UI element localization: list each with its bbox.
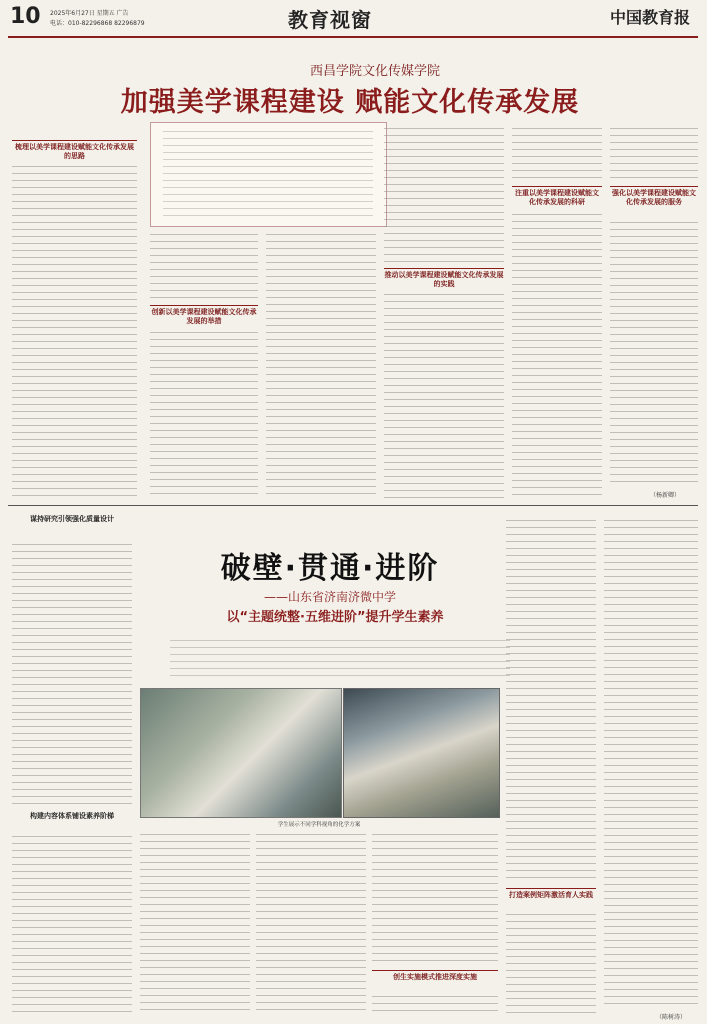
article-divider [8, 505, 698, 506]
article1-text-col2 [150, 234, 258, 298]
article1-text-col6 [610, 222, 698, 488]
article2-text-col6 [604, 520, 698, 1010]
article1-quote-box [150, 122, 387, 227]
article2-photo-2 [343, 688, 500, 818]
article2-deck-1: ——山东省济南济微中学 [263, 590, 396, 604]
article2-subhead-3: 创生实施模式推进深度实施 [372, 970, 498, 982]
article1-headline: 加强美学课程建设 赋能文化传承发展 [120, 87, 580, 118]
article1-subhead-5: 强化以美学课程建设赋能文化传承发展的服务 [610, 186, 698, 207]
article1-text-col5 [512, 214, 602, 498]
article1-text-col3 [266, 234, 376, 498]
article2-text-col4a [372, 834, 498, 962]
article2-text-col5b [506, 914, 596, 1016]
article1-subhead-3: 推动以美学课程建设赋能文化传承发展的实践 [384, 268, 504, 289]
article1-kicker: 西昌学院文化传媒学院 [309, 64, 440, 79]
article2-text-col1b [12, 836, 132, 1016]
article1-byline: （杨新卿） [650, 492, 681, 499]
article2-side-subhead-1: 谋持研究引领强化质量设计 [30, 515, 114, 523]
section-title: 教育视窗 [288, 8, 372, 32]
article2-headline: 破壁·贯通·进阶 [220, 551, 440, 586]
masthead: 中国教育报 [610, 8, 691, 27]
article2-text-col5 [506, 520, 596, 880]
article2-subhead-4: 打造案例矩阵激活育人实践 [506, 888, 596, 900]
article2-text-col2 [140, 834, 250, 1016]
article1-text-col4 [384, 128, 504, 262]
article1-text-col5a [512, 128, 602, 180]
article2-photo-1 [140, 688, 342, 818]
page-header [0, 0, 707, 40]
article2-text-col4b [372, 996, 498, 1016]
header-rule [8, 36, 698, 38]
article2-byline: （陈树涛） [656, 1014, 687, 1021]
article1-text-col2b [150, 332, 258, 498]
article2-intro [170, 640, 510, 678]
article1-subhead-4: 注重以美学课程建设赋能文化传承发展的科研 [512, 186, 602, 207]
quote-text [163, 131, 373, 217]
article1-text-col4b [384, 294, 504, 498]
article1-text-col6a [610, 128, 698, 180]
article2-text-col3 [256, 834, 366, 1016]
date-line: 2025年6月27日 星期五 广告 [50, 10, 129, 17]
article2-side-subhead-2: 构建内容体系铺设素养阶梯 [30, 812, 114, 820]
page-number: 10 [10, 4, 41, 29]
article1-subhead-1: 梳理以美学课程建设赋能文化传承发展的思路 [12, 140, 137, 161]
article1-text-col1 [12, 166, 137, 498]
article2-deck-2: 以“主题统整·五维进阶”提升学生素养 [226, 610, 444, 625]
photo-caption: 学生展示不同学科视角的化学方案 [277, 822, 361, 828]
phone-line: 电话：010-82296868 82296879 [50, 20, 145, 27]
article1-subhead-2: 创新以美学课程建设赋能文化传承发展的举措 [150, 305, 258, 326]
article2-text-col1 [12, 544, 132, 806]
